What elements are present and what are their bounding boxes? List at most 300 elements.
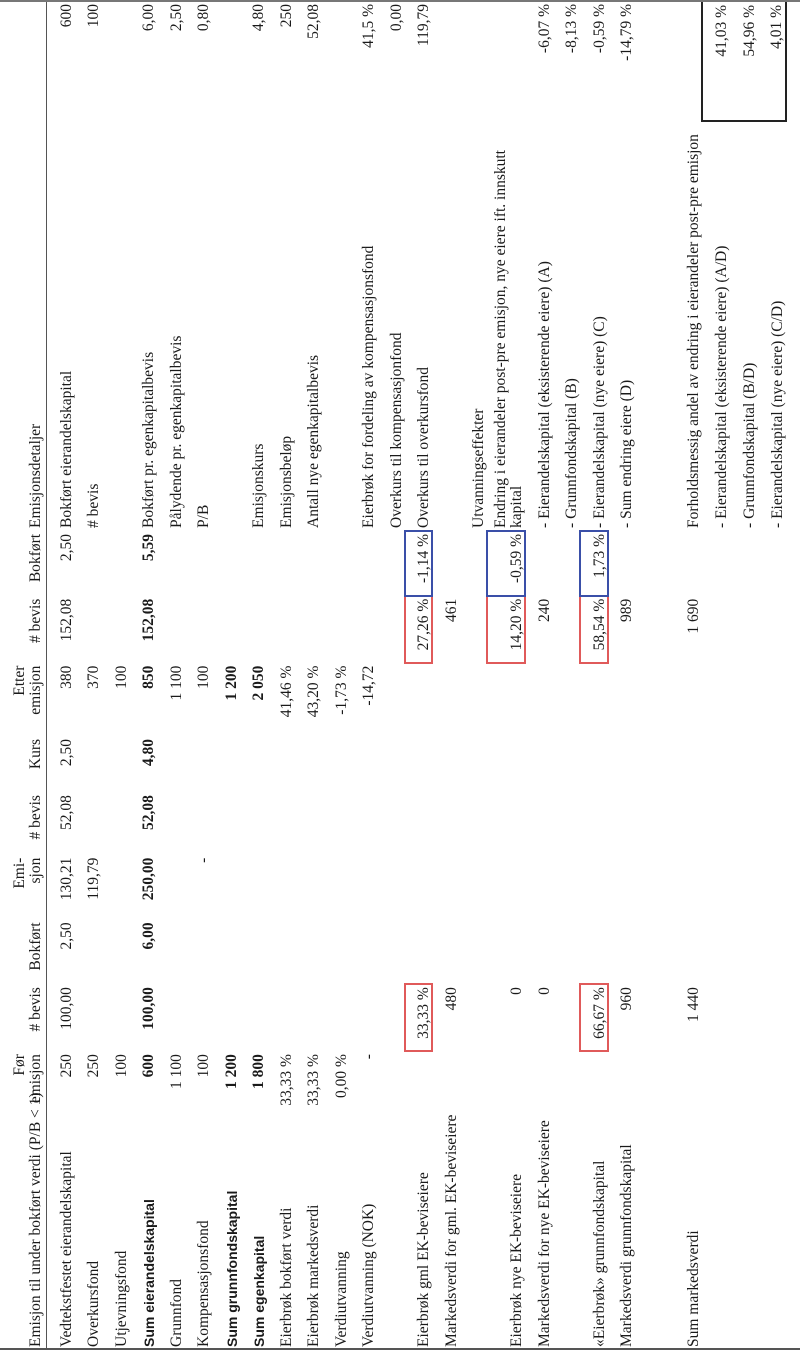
table-row [102,1,130,1350]
cell-bevis-1 [702,984,731,1051]
cell-emisjonsdetalj-label [322,121,350,531]
row-label [635,1121,663,1350]
table-row [212,1,240,1350]
cell-bevis-1: 100,00 [140,987,157,1030]
row-label [758,1121,787,1350]
cell-etter-emisjon: 43,20 % [305,665,322,718]
cell-bevis-3 [185,596,213,663]
cell-bokfort-2: 2,50 [57,533,75,562]
cell-bokfort-2: -0,59 % [487,531,525,596]
row-label: Kompensasjonsfond [195,1220,212,1347]
cell-bevis-3 [212,596,240,663]
cell-emisjon [295,855,323,920]
cell-bokfort-2 [525,531,553,596]
cell-emisjon [635,855,663,920]
row-label [460,1121,488,1350]
cell-bokfort-2 [185,531,213,596]
header-kurs: Kurs [0,736,47,792]
cell-bevis-2 [322,792,350,855]
cell-bevis-3 [267,596,295,663]
cell-emisjonsdetalj-label: # bevis [85,483,102,528]
cell-bokfort-1 [635,919,663,984]
header-bevis-2: # bevis [0,792,47,855]
cell-bokfort-2 [212,531,240,596]
cell-bokfort-2 [157,531,185,596]
cell-bevis-3: 461 [442,598,460,622]
cell-emisjonsdetalj-label: Overkurs til overkursfond [415,366,432,528]
cell-emisjonsdetalj-value [460,1,488,121]
cell-emisjon: - [195,857,212,863]
cell-kurs [240,736,268,792]
cell-kurs [75,736,103,792]
cell-for-emisjon [608,1051,636,1121]
cell-bevis-1 [185,984,213,1051]
cell-bokfort-1 [730,919,758,984]
cell-emisjon [487,855,525,920]
cell-emisjonsdetalj-value: 2,50 [167,4,185,32]
table-row [185,1,213,1350]
cell-for-emisjon [730,1051,758,1121]
cell-for-emisjon [460,1051,488,1121]
cell-bokfort-1 [405,919,433,984]
cell-bokfort-2: 5,59 [140,533,157,562]
cell-emisjonsdetalj-label: Bokført eierandelskapital [57,370,75,528]
cell-etter-emisjon [635,663,663,736]
cell-for-emisjon [487,1051,525,1121]
cell-kurs: 2,50 [57,738,75,767]
cell-emisjon [212,855,240,920]
cell-bevis-2 [635,792,663,855]
cell-emisjonsdetalj-label: Forholdsmessig andel av endring i eierandeler post-pre emisjon [684,134,702,528]
cell-bevis-1: 66,67 % [580,984,608,1051]
cell-etter-emisjon: 100 [112,665,130,689]
cell-bokfort-1 [525,919,553,984]
cell-bevis-1 [267,984,295,1051]
cell-for-emisjon: 33,33 % [305,1054,322,1106]
cell-bokfort-1 [487,919,525,984]
cell-bevis-1 [295,984,323,1051]
table-row [240,1,268,1350]
row-label: Verdiutvanning (NOK) [360,1203,377,1347]
cell-emisjon: 119,79 [85,857,102,900]
cell-for-emisjon [635,1051,663,1121]
cell-kurs [295,736,323,792]
cell-bevis-2 [350,792,378,855]
cell-emisjonsdetalj-value: 4,01 % [758,1,787,121]
header-bokfort-1: Bokført [0,919,47,984]
header-for-emisjon: Før emisjon [0,1051,47,1121]
cell-bokfort-2 [295,531,323,596]
header-bokfort-2: Bokført [0,531,47,596]
cell-emisjonsdetalj-value: 119,79 [415,4,432,47]
cell-bokfort-1 [185,919,213,984]
cell-emisjon [432,855,460,920]
row-label [702,1121,731,1350]
cell-bokfort-1 [212,919,240,984]
cell-bevis-2 [212,792,240,855]
cell-bevis-3 [157,596,185,663]
cell-emisjonsdetalj-value [322,1,350,121]
table-row [130,1,158,1350]
cell-bevis-2 [377,792,405,855]
cell-bevis-2 [553,792,581,855]
cell-emisjonsdetalj-label: - Grunnfondskapital (B) [563,378,580,528]
cell-bokfort-2 [240,531,268,596]
cell-for-emisjon [405,1051,433,1121]
cell-emisjonsdetalj-value: 52,08 [305,4,322,39]
cell-bevis-3 [75,596,103,663]
cell-bevis-2 [157,792,185,855]
cell-emisjonsdetalj-value: 41,5 % [360,4,377,48]
cell-etter-emisjon [580,663,608,736]
cell-bevis-1 [240,984,268,1051]
row-label: Verdiutvanning [332,1251,350,1347]
cell-emisjonsdetalj-value [663,1,702,121]
row-label: Sum markedsverdi [684,1230,702,1347]
cell-emisjon: 130,21 [57,857,75,901]
cell-emisjonsdetalj-label: Emisjonskurs [250,443,267,528]
cell-for-emisjon: 1 100 [167,1054,185,1089]
cell-etter-emisjon: 100 [195,665,212,689]
cell-emisjon [377,855,405,920]
cell-bokfort-1 [350,919,378,984]
cell-bevis-2 [608,792,636,855]
page-border-right [0,0,800,2]
cell-emisjonsdetalj-value: -14,79 % [618,4,635,61]
cell-bokfort-1 [240,919,268,984]
cell-emisjonsdetalj-value [212,1,240,121]
cell-bevis-1 [350,984,378,1051]
cell-bokfort-2: -1,14 % [405,531,433,596]
cell-bevis-3 [102,596,130,663]
cell-emisjonsdetalj-label: Utvanningseffekter [470,408,487,528]
cell-bokfort-2 [663,531,702,596]
cell-bevis-2 [240,792,268,855]
cell-emisjonsdetalj-value: 0,00 [387,4,405,32]
table-row [295,1,323,1350]
cell-for-emisjon: 0,00 % [332,1054,350,1098]
cell-emisjonsdetalj-label: Endring i eierandeler post-pre emisjon, nye eiere ift. innskutt kapital [492,150,525,528]
cell-bevis-3 [553,596,581,663]
cell-bokfort-2 [553,531,581,596]
cell-bokfort-2 [635,531,663,596]
cell-emisjonsdetalj-value: 54,96 % [730,1,758,121]
cell-bevis-2 [758,792,787,855]
cell-bevis-3: 152,08 [57,598,75,642]
header-row [0,1,47,1350]
cell-emisjonsdetalj-label: Pålydende pr. egenkapitalbevis [167,335,185,528]
cell-kurs [212,736,240,792]
cell-etter-emisjon [663,663,702,736]
cell-for-emisjon [525,1051,553,1121]
cell-bokfort-2 [730,531,758,596]
cell-bevis-1 [322,984,350,1051]
cell-etter-emisjon [525,663,553,736]
cell-bokfort-2 [322,531,350,596]
cell-kurs [525,736,553,792]
cell-kurs [377,736,405,792]
cell-emisjonsdetalj-label [635,121,663,531]
cell-bevis-1: 33,33 % [405,984,433,1051]
cell-emisjon [240,855,268,920]
cell-kurs [758,736,787,792]
cell-bevis-2 [102,792,130,855]
table-row [405,1,433,1350]
cell-emisjonsdetalj-value: 6,00 [140,4,157,32]
cell-emisjonsdetalj-value [432,1,460,121]
cell-for-emisjon: 100 [112,1054,130,1078]
cell-kurs [663,736,702,792]
cell-emisjonsdetalj-label: - Eierandelskapital (nye eiere) (C) [590,316,608,528]
cell-emisjonsdetalj-label: Emisjonsbeløp [277,435,295,528]
row-label: Sum egenkapital [251,1235,267,1347]
cell-bokfort-1 [702,919,731,984]
cell-etter-emisjon [608,663,636,736]
row-label: Eierbrøk bokført verdi [277,1207,295,1347]
cell-bevis-3 [702,596,731,663]
cell-emisjonsdetalj-value: 600 [57,4,75,28]
cell-etter-emisjon: 2 050 [250,665,267,701]
cell-kurs [102,736,130,792]
cell-emisjonsdetalj-value: -0,59 % [590,4,608,54]
cell-etter-emisjon [460,663,488,736]
cell-bevis-2 [267,792,295,855]
cell-bevis-3: 27,26 % [405,596,433,663]
cell-bevis-1: 0 [508,987,525,995]
row-label: «Eierbrøk» grunnfondskapital [590,1160,608,1347]
row-label: Eierbrøk nye EK-beviseiere [508,1173,525,1347]
cell-bevis-3 [758,596,787,663]
cell-kurs [185,736,213,792]
cell-emisjon [758,855,787,920]
cell-bokfort-2 [758,531,787,596]
cell-bokfort-1 [663,919,702,984]
cell-etter-emisjon: -1,73 % [332,665,350,715]
cell-for-emisjon [553,1051,581,1121]
row-label: Markedsverdi for nye EK-beviseiere [535,1120,553,1347]
cell-emisjonsdetalj-label: - Eierandelskapital (eksisterende eiere) (A) [535,261,553,528]
cell-for-emisjon [702,1051,731,1121]
header-detaljer-value [0,1,47,121]
row-label: Eierbrøk gml EK-beviseiere [415,1172,432,1347]
cell-emisjonsdetalj-value: 100 [85,4,102,28]
cell-emisjon [702,855,731,920]
cell-bokfort-2 [75,531,103,596]
cell-bevis-2 [730,792,758,855]
cell-bevis-1 [553,984,581,1051]
cell-bevis-2 [75,792,103,855]
cell-bokfort-2 [460,531,488,596]
cell-bevis-3 [240,596,268,663]
row-label: Markedsverdi for gml. EK-beviseiere [442,1114,460,1347]
header-bevis-1: # bevis [0,984,47,1051]
cell-bevis-3: 58,54 % [580,596,608,663]
cell-bokfort-2 [432,531,460,596]
cell-kurs [702,736,731,792]
table-body [47,1,787,1350]
cell-bokfort-1: 2,50 [57,922,75,950]
table-row [553,1,581,1350]
cell-bokfort-1 [322,919,350,984]
cell-bevis-1 [377,984,405,1051]
row-label: Vedtekstfestet eierandelskapital [57,1151,75,1347]
cell-bevis-1 [212,984,240,1051]
cell-bevis-3 [295,596,323,663]
cell-for-emisjon: 250 [57,1054,75,1078]
cell-emisjon [405,855,433,920]
cell-for-emisjon [432,1051,460,1121]
cell-bokfort-1: 6,00 [140,922,157,950]
cell-emisjon [322,855,350,920]
cell-kurs [405,736,433,792]
table-row [730,1,758,1350]
cell-bevis-2 [580,792,608,855]
cell-for-emisjon [758,1051,787,1121]
cell-for-emisjon [580,1051,608,1121]
cell-bevis-2: 52,08 [140,795,157,830]
cell-bevis-3: 152,08 [140,598,157,642]
row-label: Utjevningsfond [112,1250,130,1347]
cell-etter-emisjon [730,663,758,736]
cell-bokfort-1 [758,919,787,984]
cell-kurs [350,736,378,792]
cell-emisjonsdetalj-label: Antall nye egenkapitalbevis [305,354,322,528]
cell-emisjonsdetalj-label [212,121,240,531]
cell-emisjonsdetalj-label [432,121,460,531]
cell-bokfort-1 [295,919,323,984]
row-label [377,1121,405,1350]
cell-etter-emisjon [405,663,433,736]
cell-etter-emisjon [758,663,787,736]
cell-bokfort-2 [350,531,378,596]
cell-emisjonsdetalj-value [635,1,663,121]
cell-emisjonsdetalj-value [102,1,130,121]
cell-emisjon [608,855,636,920]
cell-etter-emisjon: 1 100 [167,665,185,701]
cell-bevis-1: 0 [535,987,553,995]
cell-etter-emisjon [432,663,460,736]
cell-bokfort-2 [702,531,731,596]
cell-emisjonsdetalj-value: -8,13 % [563,4,580,54]
cell-for-emisjon: 1 800 [250,1054,267,1089]
cell-bokfort-1 [75,919,103,984]
cell-bokfort-1 [267,919,295,984]
cell-bokfort-2 [102,531,130,596]
table-row [322,1,350,1350]
cell-bevis-3 [350,596,378,663]
cell-bevis-2 [295,792,323,855]
header-label: Emisjon til under bokført verdi (P/B < 1) [0,1121,47,1350]
table-row [580,1,608,1350]
cell-for-emisjon [663,1051,702,1121]
cell-emisjon [350,855,378,920]
cell-emisjon [267,855,295,920]
cell-for-emisjon [377,1051,405,1121]
cell-etter-emisjon: 370 [85,665,102,689]
cell-bevis-2: 52,08 [57,795,75,830]
cell-bevis-1 [460,984,488,1051]
table-row [350,1,378,1350]
row-label: Grunnfond [167,1278,185,1347]
cell-emisjon [663,855,702,920]
cell-kurs [730,736,758,792]
header-emisjon: Emi- sjon [0,855,47,920]
cell-emisjon [580,855,608,920]
cell-bokfort-2 [377,531,405,596]
cell-bevis-3: 14,20 % [487,596,525,663]
cell-bevis-1 [75,984,103,1051]
cell-emisjonsdetalj-value: -6,07 % [535,4,553,54]
cell-bevis-2 [663,792,702,855]
row-label: Markedsverdi grunnfondskapital [618,1144,635,1347]
cell-bevis-2 [185,792,213,855]
table-row [460,1,488,1350]
cell-bevis-3 [730,596,758,663]
cell-etter-emisjon: 1 200 [222,665,240,701]
cell-etter-emisjon [487,663,525,736]
cell-etter-emisjon [702,663,731,736]
cell-emisjonsdetalj-label: Eierbrøk for fordeling av kompensasjonsfond [360,245,377,528]
row-label: Sum eierandelskapital [141,1199,157,1347]
header-etter-emisjon: Etter emisjon [0,663,47,736]
cell-emisjonsdetalj-label: - Eierandelskapital (eksisterende eiere) (A/D) [713,245,730,528]
cell-emisjonsdetalj-label: - Grunnfondskapital (B/D) [740,362,758,528]
row-label: Overkursfond [85,1260,102,1347]
cell-bevis-3: 989 [618,598,635,622]
table-row [525,1,553,1350]
cell-kurs [553,736,581,792]
cell-emisjonsdetalj-value: 4,80 [250,4,267,32]
cell-emisjonsdetalj-label: Overkurs til kompensasjonfond [387,332,405,528]
cell-emisjonsdetalj-label: Bokført pr. egenkapitalbevis [140,351,157,528]
cell-for-emisjon: - [360,1054,377,1060]
cell-bevis-2 [525,792,553,855]
cell-kurs [487,736,525,792]
table-row [377,1,405,1350]
cell-emisjonsdetalj-value: 250 [277,4,295,28]
cell-for-emisjon: 250 [85,1054,102,1078]
cell-emisjon [460,855,488,920]
table-row [157,1,185,1350]
cell-kurs [608,736,636,792]
cell-bokfort-1 [460,919,488,984]
cell-bevis-3 [635,596,663,663]
cell-emisjon [730,855,758,920]
cell-bevis-1: 1 440 [684,987,702,1023]
cell-bokfort-1 [102,919,130,984]
cell-kurs [580,736,608,792]
table-row [47,1,75,1350]
cell-etter-emisjon: 380 [57,665,75,689]
cell-bevis-3 [460,596,488,663]
cell-emisjonsdetalj-label [102,121,130,531]
cell-bevis-1 [102,984,130,1051]
table-row [267,1,295,1350]
cell-emisjonsdetalj-value [487,1,525,121]
cell-kurs [322,736,350,792]
cell-bevis-1 [157,984,185,1051]
table-row [432,1,460,1350]
cell-kurs [157,736,185,792]
cell-bevis-2 [432,792,460,855]
cell-bokfort-1 [580,919,608,984]
table-row [758,1,787,1350]
row-label: Eierbrøk markedsverdi [305,1204,322,1347]
table-row [663,1,702,1350]
cell-bevis-2 [460,792,488,855]
cell-bevis-3 [377,596,405,663]
cell-kurs [432,736,460,792]
